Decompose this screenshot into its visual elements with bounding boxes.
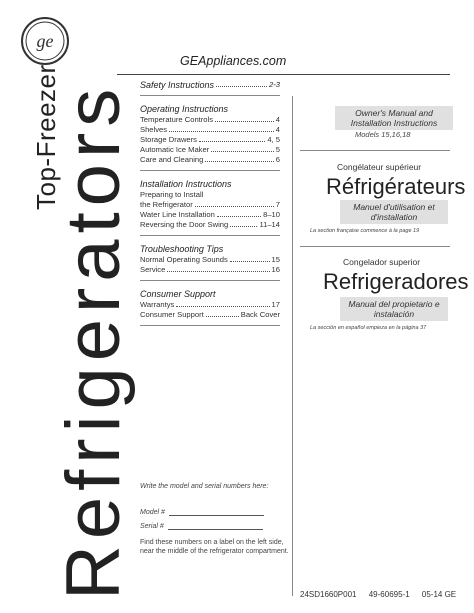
toc-section-heading: Troubleshooting Tips [140, 244, 224, 254]
toc-entry-label: the Refrigerator [140, 200, 193, 209]
toc-entry[interactable] [140, 190, 280, 200]
toc-entry[interactable] [140, 200, 280, 210]
record-instruction: Write the model and serial numbers here: [140, 483, 269, 490]
toc-entry-page: 4 [275, 115, 280, 124]
table-of-contents [140, 80, 280, 326]
spanish-manual-box: Manual del propietario e instalación [340, 297, 448, 321]
toc-entry-label: Service [140, 265, 166, 274]
toc-entry-label: Warrantys [140, 300, 175, 309]
toc-page: 2-3 [269, 80, 280, 89]
toc-entry-page: 11–14 [259, 220, 280, 229]
footer-date: 05-14 GE [421, 590, 457, 599]
spanish-subtitle: Congelador superior [343, 257, 421, 267]
toc-entry[interactable] [140, 155, 280, 165]
ge-logo [20, 16, 70, 66]
toc-entry[interactable] [140, 125, 280, 135]
toc-entry-page: 17 [271, 300, 280, 309]
serial-label: Serial # [140, 523, 164, 530]
toc-entry[interactable] [140, 300, 280, 310]
toc-divider [140, 235, 280, 236]
toc-entry-label: Water Line Installation [140, 210, 215, 219]
toc-entry[interactable] [140, 145, 280, 155]
toc-entry-page: 8–10 [263, 210, 280, 219]
toc-entry[interactable] [140, 220, 280, 230]
toc-entry[interactable] [140, 255, 280, 265]
toc-entry[interactable] [140, 310, 280, 320]
toc-entry[interactable] [140, 265, 280, 275]
website-url: GEAppliances.com [180, 54, 287, 68]
french-title: Réfrigérateurs [326, 174, 466, 199]
toc-section-heading: Consumer Support [140, 289, 216, 299]
spanish-note: La sección en español empieza en la página 37 [310, 325, 427, 331]
toc-entry[interactable] [140, 135, 280, 145]
toc-divider [140, 95, 280, 96]
column-divider [292, 96, 293, 596]
find-numbers-text: Find these numbers on a label on the left side, near the middle of the refrigerator compartment. [140, 539, 289, 555]
french-subtitle: Congélateur supérieur [337, 162, 422, 172]
toc-entry-page: 4 [275, 125, 280, 134]
toc-entry-label: Consumer Support [140, 310, 204, 319]
english-manual-box: Owner's Manual and Installation Instructions [335, 106, 453, 130]
toc-entry[interactable] [140, 210, 280, 220]
toc-entry[interactable] [140, 115, 280, 125]
toc-entry-page: 5 [275, 145, 280, 154]
toc-entry-label: Care and Cleaning [140, 155, 204, 164]
toc-entry-label: Reversing the Door Swing [140, 220, 229, 229]
toc-entry-label: Normal Operating Sounds [140, 255, 228, 264]
model-line [169, 508, 264, 516]
svg-text:ge: ge [36, 31, 54, 51]
toc-entry-page: 4, 5 [267, 135, 280, 144]
section-divider [300, 246, 450, 247]
toc-entry-label: Preparing to Install [140, 190, 204, 199]
toc-section-title: Safety Instructions [140, 80, 215, 90]
french-manual-box: Manuel d'utilisation et d'installation [340, 200, 448, 224]
toc-entry-label: Automatic Ice Maker [140, 145, 210, 154]
toc-section-heading: Operating Instructions [140, 104, 229, 114]
toc-entry-label: Shelves [140, 125, 168, 134]
toc-entry-page: 15 [271, 255, 280, 264]
model-label: Model # [140, 509, 165, 516]
toc-divider [140, 325, 280, 326]
serial-number-field[interactable] [140, 522, 263, 530]
model-number-field[interactable] [140, 508, 264, 516]
toc-entry-page: 6 [275, 155, 280, 164]
toc-entry-label: Temperature Controls [140, 115, 214, 124]
header-rule [117, 74, 450, 75]
toc-entry-page: 7 [275, 200, 280, 209]
toc-section-heading [140, 80, 280, 90]
toc-entry-page: 16 [271, 265, 280, 274]
toc-entry-label: Storage Drawers [140, 135, 197, 144]
section-divider [300, 150, 450, 151]
toc-divider [140, 170, 280, 171]
model-numbers: Models 15,16,18 [355, 130, 411, 139]
cover-subtitle: Top-Freezer [31, 64, 61, 210]
footer-part1: 24SD1660P001 [300, 590, 357, 599]
toc-section-heading: Installation Instructions [140, 179, 232, 189]
toc-entry-page: Back Cover [240, 310, 280, 319]
footer-codes [300, 590, 456, 599]
footer-part2: 49-60695-1 [368, 590, 410, 599]
french-note: La section française commence à la page 19 [310, 228, 420, 234]
toc-divider [140, 280, 280, 281]
cover-title: Refrigerators [51, 82, 136, 600]
serial-line [168, 522, 263, 530]
spanish-title: Refrigeradores [323, 269, 469, 294]
